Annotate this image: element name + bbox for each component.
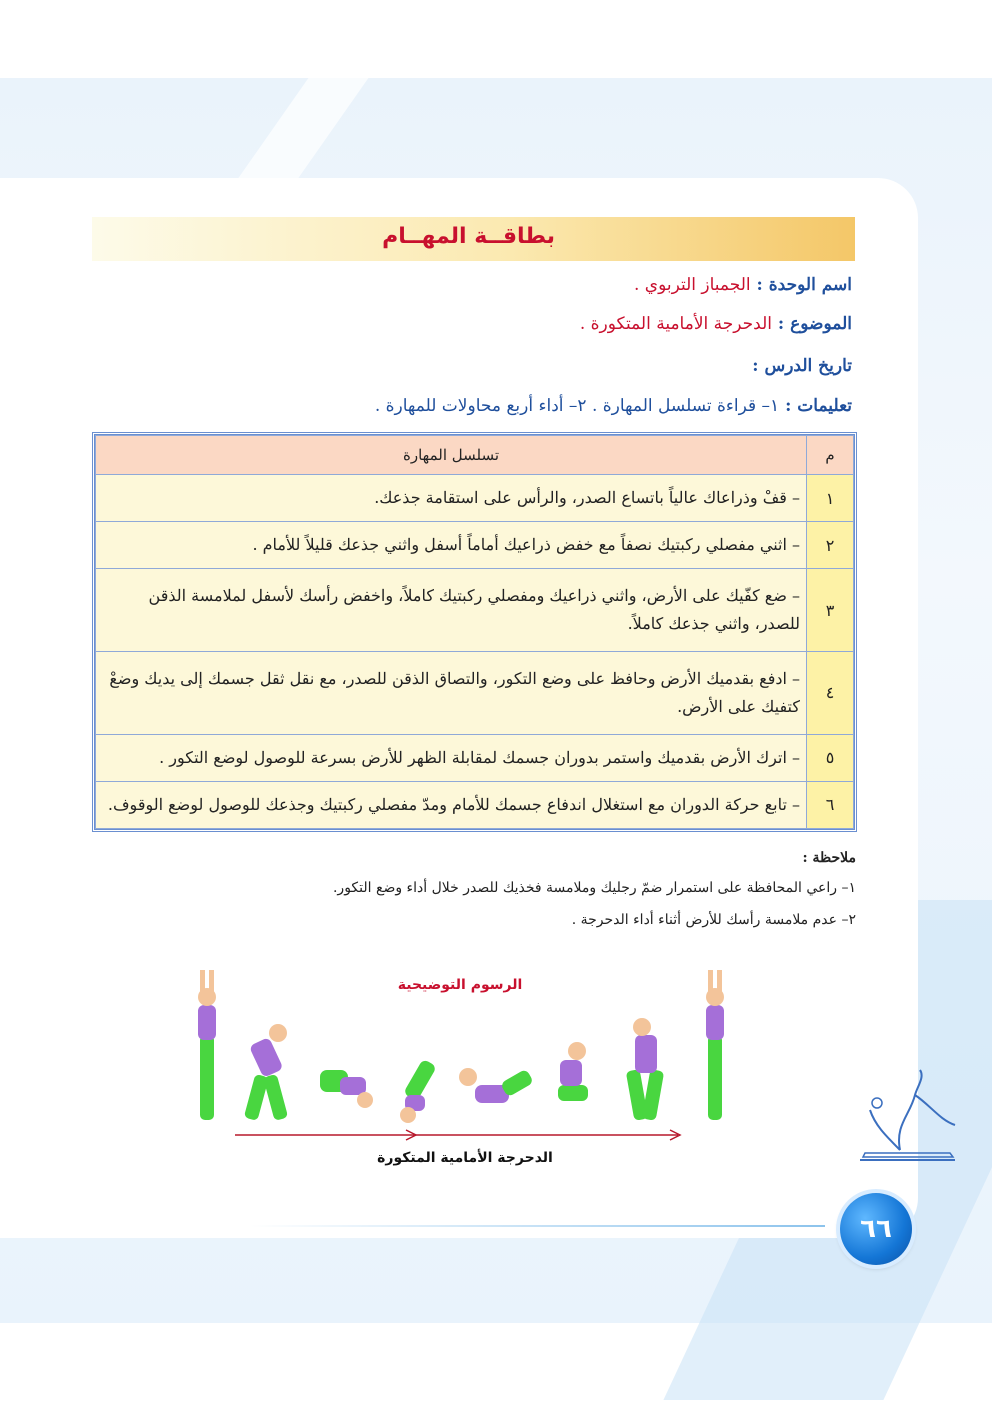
row-num: ٥ [807,734,854,781]
notes-title: ملاحظة : [802,850,856,866]
table-row [96,569,854,652]
illustration-title: الرسوم التوضيحية [397,977,523,993]
row-text: – تابع حركة الدوران مع استغلال اندفاع جسمك للأمام ومدّ مفصلي ركبتيك وجذعك للوصول لوضع الوقوف. [96,781,807,828]
skill-sequence-table [95,435,854,829]
row-text: – ضع كفّيك على الأرض، واثني ذراعيك ومفصلي ركبتيك كاملاً، واخفض رأسك لأسفل لملامسة الذقن للصدر، واثني جذعك كاملاً. [96,569,807,652]
page-title: بطاقــة المهــام [382,224,555,249]
header-num: م [807,436,854,475]
instructions-line: تعليمات : ١– قراءة تسلسل المهارة . ٢– أداء أربع محاولات للمهارة . [374,396,852,416]
table-row [96,651,854,734]
gymnast-figure [558,1042,588,1101]
gymnast-figure [459,1068,534,1103]
row-text: – اثني مفصلي ركبتيك نصفاً مع خفض ذراعيك أماماً أسفل واثني جذعك قليلاً للأمام . [96,522,807,569]
table-row [96,781,854,828]
title-banner [92,217,855,261]
row-num: ١ [807,475,854,522]
gymnast-figure [400,1059,437,1123]
instructions-text: ١– قراءة تسلسل المهارة . ٢– أداء أربع محاولات للمهارة . [374,396,780,416]
topic-label: الموضوع [790,314,852,334]
unit-line: اسم الوحدة : الجمباز التربوي . [633,275,852,295]
row-text: – ادفع بقدميك الأرض وحافظ على وضع التكور، والتصاق الذقن للصدر، مع نقل ثقل جسمك إلى يديك وضعْ كتفيك على الأرض. [96,651,807,734]
gymnast-figure [244,1024,288,1121]
lesson-date-line [752,356,852,376]
row-num: ٣ [807,569,854,652]
table-row [96,475,854,522]
note-item: ١– راعي المحافظة على استمرار ضمّ رجليك وملامسة فخذيك للصدر خلال أداء وضع التكور. [332,880,856,896]
table-row [96,734,854,781]
unit-label: اسم الوحدة [768,275,852,295]
illustration-caption: الدحرجة الأمامية المتكورة [377,1150,553,1166]
gymnast-figure [320,1070,373,1108]
table-header-row [96,436,854,475]
row-text: – قفْ وذراعاك عالياً باتساع الصدر، والرأس على استقامة جذعك. [96,475,807,522]
note-item: ٢– عدم ملامسة رأسك للأرض أثناء أداء الدحرجة . [571,912,856,928]
row-num: ٦ [807,781,854,828]
direction-arrow [235,1130,680,1140]
topic-line: الموضوع : الدحرجة الأمامية المتكورة . [579,314,852,334]
gymnast-figure [626,1018,664,1121]
gymnast-figure [706,970,724,1120]
forward-roll-illustration [190,965,730,1175]
skill-table [92,432,857,832]
footer-line [250,1225,825,1227]
topic-value: الدحرجة الأمامية المتكورة . [579,314,772,334]
gymnast-figure [198,970,216,1120]
unit-value: الجمباز التربوي . [633,275,751,295]
row-num: ٤ [807,651,854,734]
page-number: ٦٦ [840,1193,912,1265]
lesson-date-label: تاريخ الدرس : [752,356,852,376]
header-skill: تسلسل المهارة [96,436,807,475]
row-text: – اترك الأرض بقدميك واستمر بدوران جسمك لمقابلة الظهر للأرض بسرعة للوصول لوضع التكور . [96,734,807,781]
row-num: ٢ [807,522,854,569]
table-row [96,522,854,569]
gymnastics-logo-icon [855,1065,960,1170]
instructions-label: تعليمات [797,396,852,416]
